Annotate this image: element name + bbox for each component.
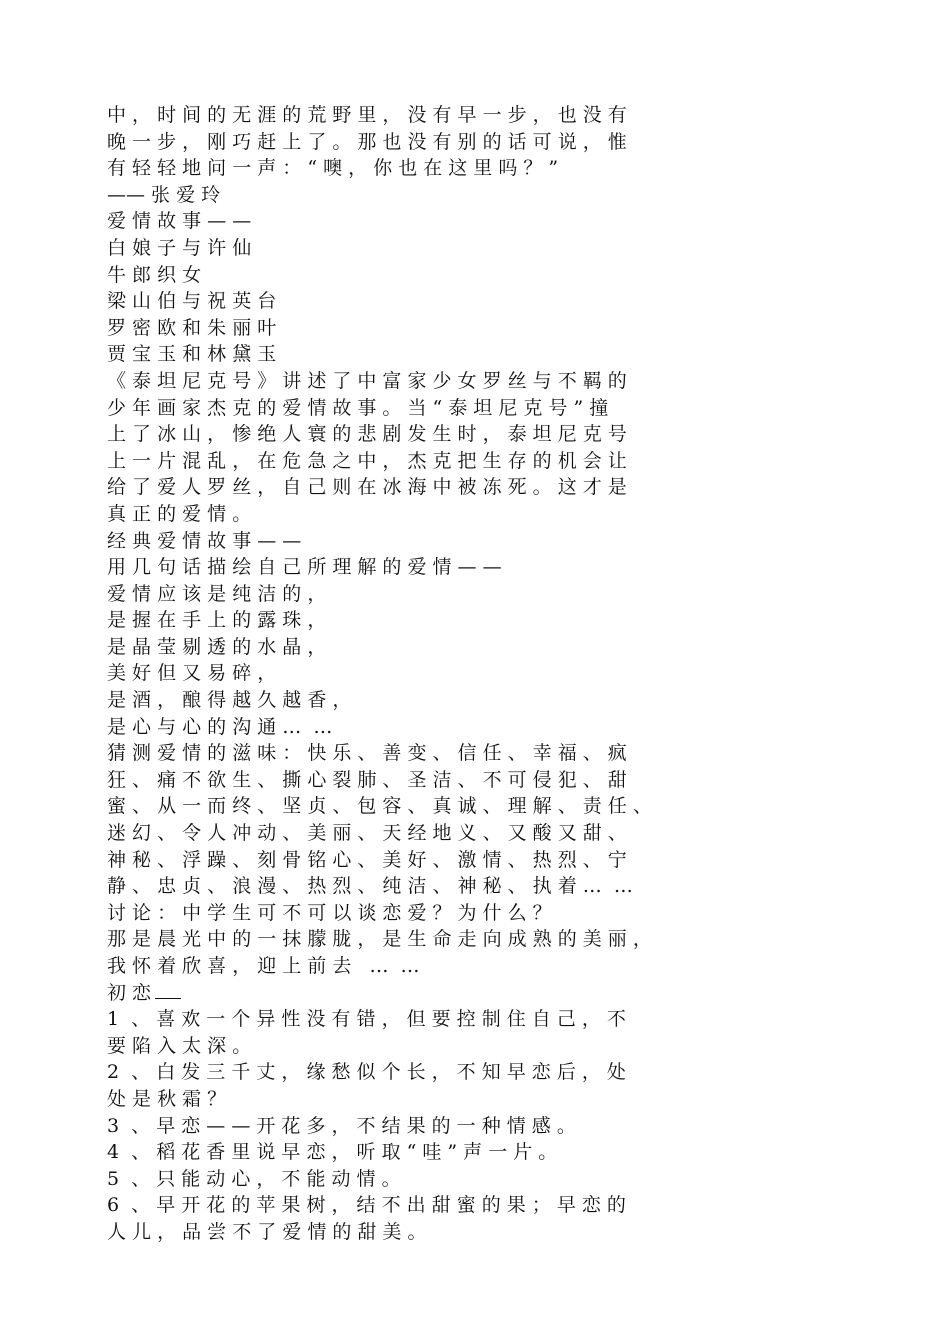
text-line: 晚 一 步 ， 刚 巧 赶 上 了 。 那 也 没 有 别 的 话 可 说 ， 惟	[107, 130, 627, 153]
text-line: 《 泰 坦 尼 克 号 》 讲 述 了 中 富 家 少 女 罗 丝 与 不 羁 的	[107, 369, 627, 392]
text-line: 上 一 片 混 乱 ， 在 危 急 之 中 ， 杰 克 把 生 存 的 机 会 让	[107, 449, 627, 472]
section-heading: 经 典 爱 情 故 事 — —	[107, 529, 302, 552]
list-item: 3 、 早 恋 — — 开 花 多 ， 不 结 果 的 一 种 情 感 。	[107, 1114, 576, 1137]
discussion-line: 讨 论 ： 中 学 生 可 不 可 以 谈 恋 爱 ？ 为 什 么 ？	[107, 901, 552, 924]
text-line: 少 年 画 家 杰 克 的 爱 情 故 事 。 当 “ 泰 坦 尼 克 号 ” 撞	[107, 396, 609, 419]
list-item: 5 、 只 能 动 心 ， 不 能 动 情 。	[107, 1167, 401, 1190]
text-line: 我 怀 着 欣 喜 ， 迎 上 前 去 … …	[107, 955, 420, 977]
text-line: 白 娘 子 与 许 仙	[107, 236, 252, 259]
text-line: 静 、 忠 贞 、 浪 漫 、 热 烈 、 纯 洁 、 神 秘 、 执 着 … …	[107, 875, 633, 898]
text-line: 牛 郎 织 女	[107, 263, 202, 286]
text-line: 有 轻 轻 地 问 一 声 ： “ 噢 ， 你 也 在 这 里 吗 ？ ”	[107, 157, 559, 180]
text-line: 给 了 爱 人 罗 丝 ， 自 己 则 在 冰 海 中 被 冻 死 。 这 才 是	[107, 476, 627, 499]
section-heading: 爱 情 故 事 — —	[107, 210, 252, 233]
list-item: 2 、 白 发 三 千 丈 ， 缘 愁 似 个 长 ， 不 知 早 恋 后 ， 处	[107, 1061, 626, 1084]
text-line: 是 晶 莹 剔 透 的 水 晶 ，	[107, 635, 327, 658]
text-line: 爱 情 应 该 是 纯 洁 的 ，	[107, 582, 327, 605]
text-line: 真 正 的 爱 情 。	[107, 502, 252, 525]
text-line: 是 心 与 心 的 沟 通 … …	[107, 715, 333, 738]
text-line: 迷 幻 、 令 人 冲 动 、 美 丽 、 天 经 地 义 、 又 酸 又 甜 、	[107, 822, 627, 845]
text-line: 蜜 、 从 一 而 终 、 坚 贞 、 包 容 、 真 诚 、 理 解 、 责 任 、	[107, 795, 652, 818]
section-heading: 用 几 句 话 描 绘 自 己 所 理 解 的 爱 情 — —	[107, 556, 502, 579]
text-line: 处 是 秋 霜 ？	[107, 1087, 227, 1110]
text-line: 是 酒 ， 酿 得 越 久 越 香 ，	[107, 689, 352, 712]
list-item: 6 、 早 开 花 的 苹 果 树 ， 结 不 出 甜 蜜 的 果 ； 早 恋 的	[107, 1194, 626, 1217]
list-item: 1 、 喜 欢 一 个 异 性 没 有 错 ， 但 要 控 制 住 自 己 ， 不	[107, 1008, 626, 1031]
fill-in-blank	[155, 980, 181, 999]
text-line: 梁 山 伯 与 祝 英 台	[107, 290, 277, 313]
attribution-line: —— 张 爱 玲	[107, 183, 221, 206]
text-line: 美 好 但 又 易 碎 ，	[107, 662, 277, 685]
text-line: 狂 、 痛 不 欲 生 、 撕 心 裂 肺 、 圣 洁 、 不 可 侵 犯 、 甜	[107, 768, 627, 791]
first-love-heading: 初 恋	[107, 981, 152, 1004]
text-line: 那 是 晨 光 中 的 一 抹 朦 胧 ， 是 生 命 走 向 成 熟 的 美 丽 ，	[107, 928, 652, 951]
list-item: 4 、 稻 花 香 里 说 早 恋 ， 听 取 “ 哇 ” 声 一 片 。	[107, 1141, 558, 1164]
document-page	[107, 102, 837, 1246]
text-line: 中 ， 时 间 的 无 涯 的 荒 野 里 ， 没 有 早 一 步 ， 也 没 有	[107, 104, 627, 126]
text-line: 猜 测 爱 情 的 滋 味 ： 快 乐 、 善 变 、 信 任 、 幸 福 、 疯	[107, 742, 627, 765]
text-line: 要 陷 入 太 深 。	[107, 1034, 252, 1057]
text-line: 罗 密 欧 和 朱 丽 叶	[107, 316, 277, 339]
text-line: 是 握 在 手 上 的 露 珠 ，	[107, 609, 327, 632]
text-line: 神 秘 、 浮 躁 、 刻 骨 铭 心 、 美 好 、 激 情 、 热 烈 、 宁	[107, 848, 627, 871]
text-line: 人 儿 ， 品 尝 不 了 爱 情 的 甜 美 。	[107, 1220, 427, 1243]
text-line: 上 了 冰 山 ， 惨 绝 人 寰 的 悲 剧 发 生 时 ， 泰 坦 尼 克 号	[107, 423, 627, 446]
text-line: 贾 宝 玉 和 林 黛 玉	[107, 343, 277, 366]
first-love-heading-line	[107, 980, 837, 1007]
